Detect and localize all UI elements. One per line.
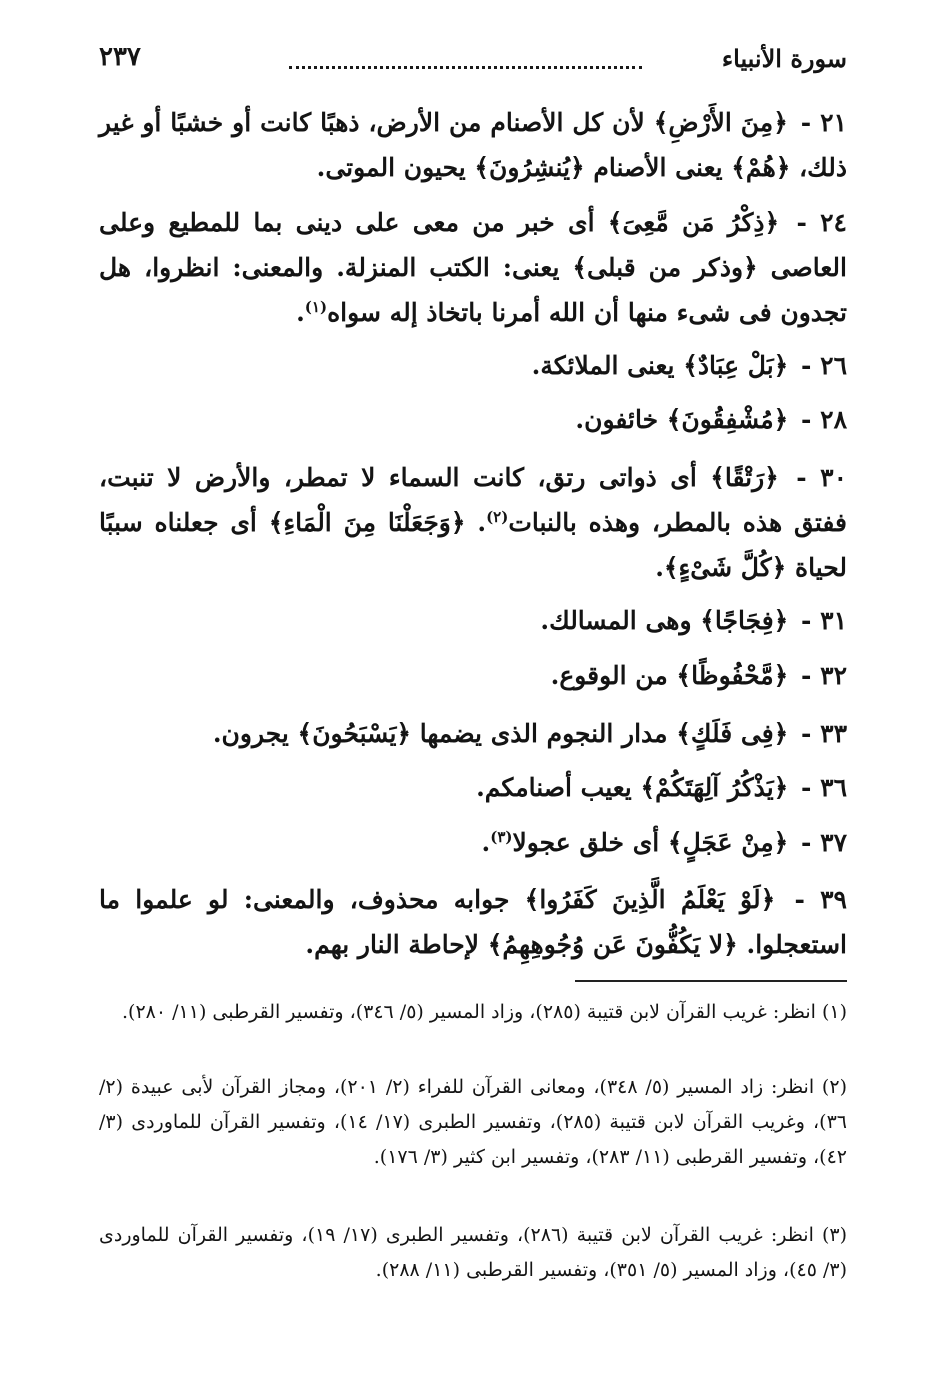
verse-entry-28 [99, 397, 847, 442]
verse-commentary: ﴿يَذْكُرُ آلِهَتَكُمْ﴾ يعيب أصنامكم. [476, 773, 789, 802]
verse-commentary: ﴿مُشْفِقُونَ﴾ خائفون. [575, 405, 789, 434]
footnote-2: (٢) انظر: زاد المسير (٥/ ٣٤٨)، ومعانى القرآن للفراء (٢/ ٢٠١)، ومجاز القرآن لأبى عبيدة (٢/ ٣٦)، وغريب القرآن لابن قتيبة (٢٨٥)، وتفسير الطبرى (١٧/ ١٤)، وتفسير القرآن للماوردى (٣/ ٤٢)، وتفسير القرطبى (١١/ ٢٨٣)، وتفسير ابن كثير (٣/ ١٧٦). [99, 1076, 847, 1168]
verse-commentary: ﴿مِنَ الأَرْضِ﴾ لأن كل الأصنام من الأرض، ذهبًا كانت أو خشبًا أو غير ذلك، ﴿هُمْ﴾ يعنى الأصنام ﴿يُنشِرُونَ﴾ يحيون الموتى. [99, 108, 847, 182]
footnote-divider [575, 980, 847, 982]
verse-commentary: ﴿مَّحْفُوظًا﴾ من الوقوع. [550, 661, 789, 690]
verse-entry-36 [99, 765, 847, 810]
verse-number: ٢٦ - [801, 351, 847, 380]
verse-commentary: ﴿مِنْ عَجَلٍ﴾ أى خلق عجولا [512, 828, 789, 857]
verse-commentary-tail: . [296, 298, 305, 327]
verse-commentary-tail: . [481, 828, 491, 857]
verse-entry-32 [99, 653, 847, 698]
verse-entry-37 [99, 820, 847, 865]
verse-entry-31 [99, 598, 847, 643]
verse-number: ٣٩ - [794, 885, 847, 914]
verse-commentary: ﴿لَوْ يَعْلَمُ الَّذِينَ كَفَرُوا﴾ جوابه محذوف، والمعنى: لو علموا ما استعجلوا. ﴿لا يَكُفُّونَ عَن وُجُوهِهِمُ﴾ لإحاطة النار بهم. [99, 885, 847, 959]
verse-number: ٣٢ - [801, 661, 847, 690]
verse-number: ٢٤ - [796, 208, 847, 237]
verse-commentary-tail: . ﴿وَجَعَلْنَا مِنَ الْمَاءِ﴾ أى جعلناه سببًا لحياة ﴿كُلَّ شَىْءٍ﴾. [99, 508, 847, 582]
footnote-ref-2[interactable]: (٢) [486, 508, 509, 526]
verse-number: ٣٦ - [801, 773, 847, 802]
header-dotted-leader [289, 66, 642, 69]
verse-entry-39 [99, 877, 847, 967]
verse-number: ٣١ - [801, 606, 847, 635]
verse-commentary: ﴿فِجَاجًا﴾ وهى المسالك. [540, 606, 789, 635]
verse-number: ٣٠ - [796, 463, 847, 492]
verse-number: ٢١ - [800, 108, 847, 137]
verse-entry-21 [99, 100, 847, 190]
verse-entry-33 [99, 711, 847, 756]
footnote-ref-3[interactable]: (٣) [490, 828, 513, 846]
surah-title: سورة الأنبياء [721, 44, 847, 73]
footnote-3: (٣) انظر: غريب القرآن لابن قتيبة (٢٨٦)، وتفسير الطبرى (١٧/ ١٩)، وتفسير القرآن للماوردى (٣/ ٤٥)، وزاد المسير (٥/ ٣٥١)، وتفسير القرطبى (١١/ ٢٨٨). [99, 1224, 847, 1281]
footnote-ref-1[interactable]: (١) [304, 298, 328, 316]
page-number: ٢٣٧ [99, 42, 141, 72]
verse-commentary: ﴿ذِكْرُ مَن مَّعِىَ﴾ أى خبر من معى على دينى بما للمطيع وعلى العاصى ﴿وذكر من قبلى﴾ يعنى: الكتب المنزلة. والمعنى: انظروا، هل تجدون فى شىء منها أن الله أمرنا باتخاذ إله سواه [99, 208, 847, 327]
verse-entry-30 [99, 455, 847, 590]
verse-number: ٣٣ - [801, 719, 847, 748]
verse-commentary: ﴿بَلْ عِبَادٌ﴾ يعنى الملائكة. [531, 351, 789, 380]
verse-commentary: ﴿فِى فَلَكٍ﴾ مدار النجوم الذى يضمها ﴿يَسْبَحُونَ﴾ يجرون. [212, 719, 789, 748]
footnote-1: (١) انظر: غريب القرآن لابن قتيبة (٢٨٥)، وزاد المسير (٥/ ٣٤٦)، وتفسير القرطبى (١١/ ٢٨٠). [122, 1001, 847, 1023]
running-header [99, 38, 847, 78]
verse-number: ٣٧ - [801, 828, 847, 857]
verse-entry-24 [99, 200, 847, 335]
verse-entry-26 [99, 343, 847, 388]
verse-number: ٢٨ - [801, 405, 847, 434]
verse-commentary: ﴿رَتْقًا﴾ أى ذواتى رتق، كانت السماء لا تمطر، والأرض لا تنبت، ففتق هذه بالمطر، وهذه بالنبات [99, 463, 847, 537]
